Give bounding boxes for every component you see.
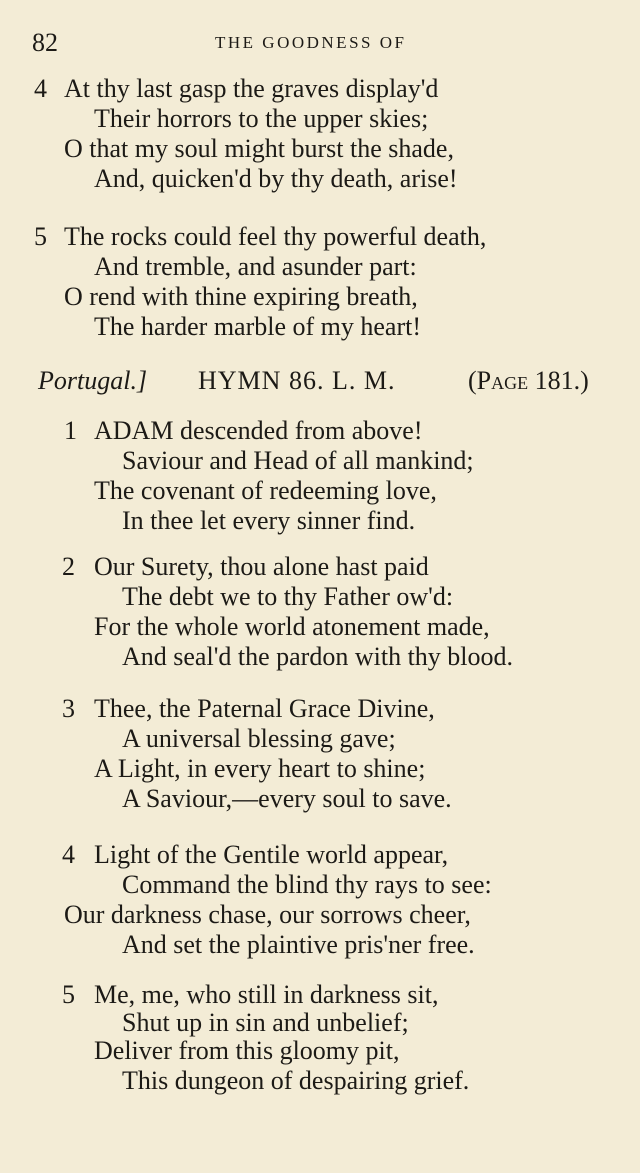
- stanza-number: 4: [34, 74, 47, 103]
- verse-line: O rend with thine expiring breath,: [64, 282, 418, 311]
- verse-line: And seal'd the pardon with thy blood.: [122, 642, 514, 671]
- stanza-number: 5: [62, 980, 75, 1009]
- stanza-number: 4: [62, 840, 75, 869]
- hymn-heading: [38, 366, 628, 398]
- hymn-title: HYMN 86. L. M.: [198, 366, 396, 395]
- verse-line: At thy last gasp the graves display'd: [64, 74, 439, 103]
- page-reference: (Page 181.): [468, 366, 589, 395]
- verse-line: Command the blind thy rays to see:: [122, 870, 492, 899]
- verse-line: A Saviour,—every soul to save.: [122, 784, 452, 813]
- stanza-number: 3: [62, 694, 75, 723]
- verse-line: The rocks could feel thy powerful death,: [64, 222, 487, 251]
- stanza-number: 1: [64, 416, 77, 445]
- verse-line: O that my soul might burst the shade,: [64, 134, 454, 163]
- verse-line: For the whole world atonement made,: [94, 612, 490, 641]
- verse-line: This dungeon of despairing grief.: [122, 1066, 470, 1095]
- page-header: [32, 28, 600, 56]
- page-number: 82: [32, 28, 58, 57]
- verse-line: Our Surety, thou alone hast paid: [94, 552, 429, 581]
- verse-line: A universal blessing gave;: [122, 724, 396, 753]
- verse-line: Thee, the Paternal Grace Divine,: [94, 694, 435, 723]
- verse-line: And, quicken'd by thy death, arise!: [94, 164, 458, 193]
- verse-line: Deliver from this gloomy pit,: [94, 1036, 400, 1065]
- stanza-number: 2: [62, 552, 75, 581]
- verse-line: Shut up in sin and unbelief;: [122, 1008, 409, 1037]
- stanza-number: 5: [34, 222, 47, 251]
- verse-line: Their horrors to the upper skies;: [94, 104, 429, 133]
- verse-line: Saviour and Head of all mankind;: [122, 446, 474, 475]
- verse-line: The harder marble of my heart!: [94, 312, 422, 341]
- verse-line: The covenant of redeeming love,: [94, 476, 437, 505]
- verse-line: ADAM descended from above!: [94, 416, 423, 445]
- verse-line: And tremble, and asunder part:: [94, 252, 417, 281]
- verse-line: Light of the Gentile world appear,: [94, 840, 449, 869]
- running-title: THE GOODNESS OF: [215, 33, 407, 52]
- verse-line: A Light, in every heart to shine;: [94, 754, 426, 783]
- verse-line: And set the plaintive pris'ner free.: [122, 930, 475, 959]
- verse-line: Me, me, who still in darkness sit,: [94, 980, 439, 1009]
- tune-name: Portugal.]: [38, 366, 148, 395]
- verse-line: In thee let every sinner find.: [122, 506, 416, 535]
- verse-line: The debt we to thy Father ow'd:: [122, 582, 454, 611]
- verse-line: Our darkness chase, our sorrows cheer,: [64, 900, 471, 929]
